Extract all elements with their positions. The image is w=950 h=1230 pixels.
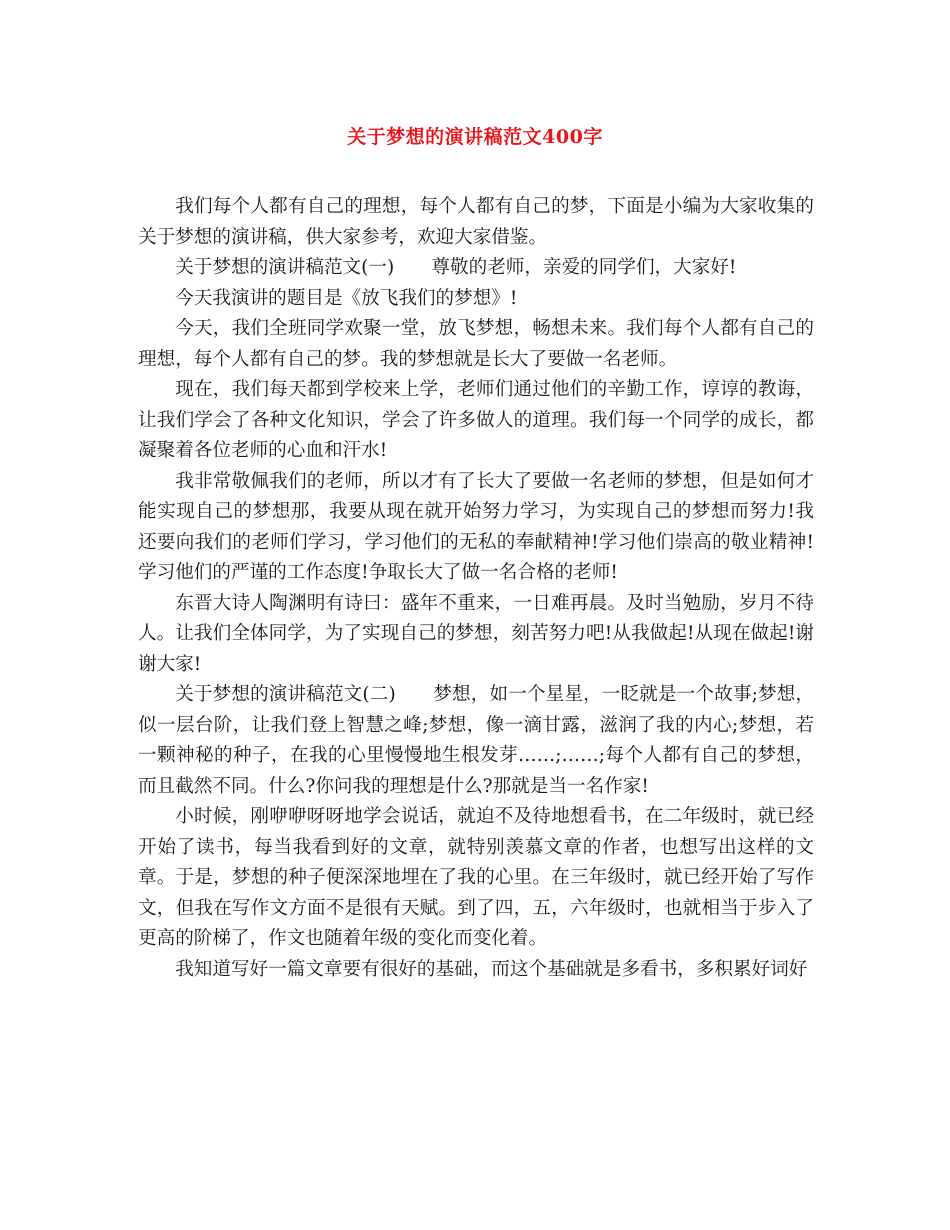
paragraph-admire-teachers: 我非常敬佩我们的老师，所以才有了长大了要做一名老师的梦想，但是如何才能实现自己的梦想那，我要从现在就开始努力学习，为实现自己的梦想而努力!我还要向我们的老师们学习，学习他们的无私的奉献精神!学习他们崇高的敬业精神!学习他们的严谨的工作态度!争取长大了做一名合格的老师! [138, 470, 814, 583]
paragraph-speech-topic: 今天我演讲的题目是《放飞我们的梦想》! [175, 287, 518, 309]
paragraph-intro: 我们每个人都有自己的理想，每个人都有自己的梦，下面是小编为大家收集的关于梦想的演讲稿，供大家参考，欢迎大家借鉴。 [138, 196, 814, 248]
paragraph-sample-two-heading: 关于梦想的演讲稿范文(二) 梦想，如一个星星，一眨就是一个故事;梦想，似一层台阶，让我们登上智慧之峰;梦想，像一滴甘露，滋润了我的内心;梦想，若一颗神秘的种子，在我的心里慢慢地生根发芽……;……;每个人都有自己的梦想，而且截然不同。什么?你问我的理想是什么?那就是当一名作家! [138, 684, 814, 797]
paragraph-poem-quote: 东晋大诗人陶渊明有诗曰：盛年不重来，一日难再晨。及时当勉励，岁月不待人。让我们全体同学，为了实现自己的梦想，刻苦努力吧!从我做起!从现在做起!谢谢大家! [138, 592, 814, 675]
document-body [138, 192, 814, 985]
paragraph-writing-basics: 我知道写好一篇文章要有很好的基础，而这个基础就是多看书，多积累好词好 [175, 958, 808, 980]
paragraph-childhood: 小时候，刚咿咿呀呀地学会说话，就迫不及待地想看书，在二年级时，就已经开始了读书，每当我看到好的文章，就特别羡慕文章的作者，也想写出这样的文章。于是，梦想的种子便深深地埋在了我的心里。在三年级时，就已经开始了写作文，但我在写作文方面不是很有天赋。到了四，五，六年级时，也就相当于步入了更高的阶梯了，作文也随着年级的变化而变化着。 [138, 806, 814, 949]
paragraph-teachers-work: 现在，我们每天都到学校来上学，老师们通过他们的辛勤工作，谆谆的教诲，让我们学会了各种文化知识，学会了许多做人的道理。我们每一个同学的成长，都凝聚着各位老师的心血和汗水! [138, 379, 814, 461]
paragraph-gathering: 今天，我们全班同学欢聚一堂，放飞梦想，畅想未来。我们每个人都有自己的理想，每个人都有自己的梦。我的梦想就是长大了要做一名老师。 [138, 318, 814, 370]
paragraph-sample-one-heading: 关于梦想的演讲稿范文(一) 尊敬的老师，亲爱的同学们，大家好! [175, 257, 737, 278]
document-title: 关于梦想的演讲稿范文400字 [347, 126, 603, 148]
